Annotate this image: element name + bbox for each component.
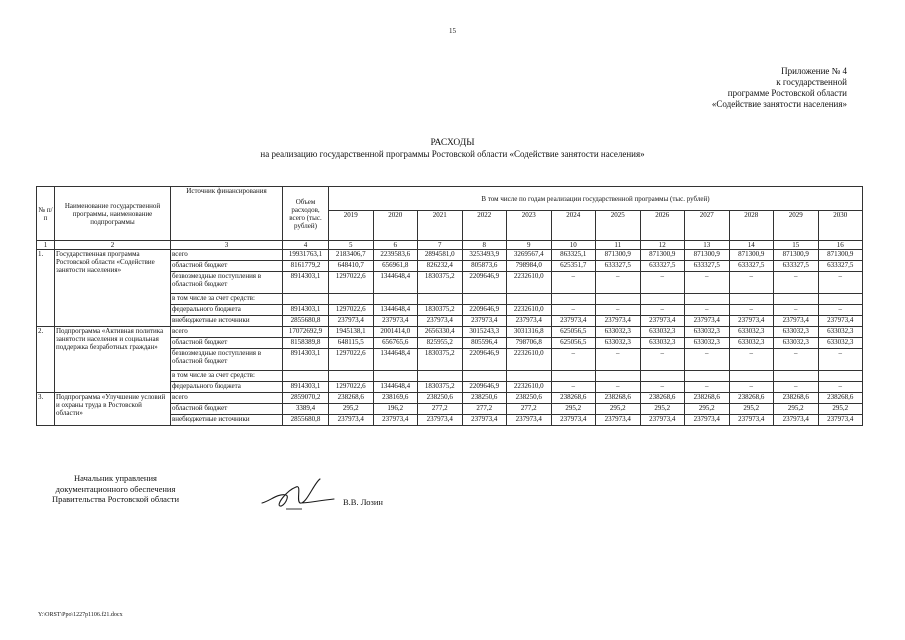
total-value: 8914303,1 (283, 305, 329, 316)
header-year: 2025 (596, 211, 641, 241)
year-value: 237973,4 (685, 415, 730, 426)
year-value (640, 294, 685, 305)
year-value: 633327,5 (685, 261, 730, 272)
year-value: 277,2 (462, 404, 507, 415)
year-value: – (685, 349, 730, 371)
year-value: – (729, 305, 774, 316)
year-value: 2209646,9 (462, 305, 507, 316)
year-value: 633032,3 (685, 338, 730, 349)
header-year: 2023 (507, 211, 552, 241)
document-title (0, 138, 905, 160)
year-value: 825955,2 (418, 338, 463, 349)
expenses-table (36, 186, 863, 426)
year-value: 237973,4 (329, 316, 374, 327)
header-year: 2029 (774, 211, 819, 241)
funding-source: областной бюджет (171, 404, 283, 415)
year-value: 826232,4 (418, 261, 463, 272)
total-value: 2855680,8 (283, 316, 329, 327)
column-index-cell: 10 (551, 241, 596, 250)
year-value: 237973,4 (818, 316, 863, 327)
year-value: 633032,3 (774, 327, 819, 338)
year-value: 1297022,6 (329, 272, 374, 294)
year-value: 238250,6 (462, 393, 507, 404)
total-value: 8914303,1 (283, 382, 329, 393)
year-value: 1344648,4 (373, 382, 418, 393)
annex-line: «Содействие занятости населения» (711, 99, 847, 109)
column-index-cell: 4 (283, 241, 329, 250)
year-value: 633032,3 (774, 338, 819, 349)
funding-source: всего (171, 250, 283, 261)
year-value: – (818, 305, 863, 316)
funding-source: всего (171, 393, 283, 404)
year-value: – (551, 272, 596, 294)
year-value (818, 371, 863, 382)
year-value: – (774, 349, 819, 371)
year-value (774, 294, 819, 305)
year-value: 295,2 (596, 404, 641, 415)
year-value: – (774, 305, 819, 316)
year-value: 2209646,9 (462, 349, 507, 371)
column-index-cell: 5 (329, 241, 374, 250)
year-value: 1830375,2 (418, 305, 463, 316)
year-value: 805596,4 (462, 338, 507, 349)
year-value: 633032,3 (596, 338, 641, 349)
year-value: 238268,6 (685, 393, 730, 404)
year-value: – (640, 382, 685, 393)
total-value: 8161779,2 (283, 261, 329, 272)
funding-source: безвозмездные поступления в областной бюджет (171, 272, 283, 294)
column-index-cell: 1 (37, 241, 55, 250)
year-value: – (774, 272, 819, 294)
section-number: 3. (37, 393, 55, 426)
column-index-cell: 3 (171, 241, 283, 250)
total-value: 17072692,9 (283, 327, 329, 338)
handwritten-signature (256, 473, 346, 515)
year-value: 625056,5 (551, 338, 596, 349)
year-value: 1344648,4 (373, 349, 418, 371)
year-value: 237973,4 (818, 415, 863, 426)
annex-line: программе Ростовской области (727, 88, 847, 98)
annex-line: к государственной (776, 77, 847, 87)
year-value (596, 294, 641, 305)
year-value: 237973,4 (596, 415, 641, 426)
year-value: 2209646,9 (462, 272, 507, 294)
year-value: 295,2 (818, 404, 863, 415)
year-value: 871300,9 (774, 250, 819, 261)
year-value (640, 371, 685, 382)
year-value: 2894581,0 (418, 250, 463, 261)
year-value: 237973,4 (329, 415, 374, 426)
year-value (596, 371, 641, 382)
funding-source: областной бюджет (171, 261, 283, 272)
year-value: – (729, 272, 774, 294)
year-value: 1344648,4 (373, 305, 418, 316)
year-value: 863325,1 (551, 250, 596, 261)
year-value: 295,2 (729, 404, 774, 415)
year-value: 633327,5 (729, 261, 774, 272)
year-value: 633032,3 (685, 327, 730, 338)
year-value: 1297022,6 (329, 305, 374, 316)
total-value: 8914303,1 (283, 272, 329, 294)
funding-source: областной бюджет (171, 338, 283, 349)
year-value: 237973,4 (774, 415, 819, 426)
header-year: 2021 (418, 211, 463, 241)
year-value (462, 294, 507, 305)
year-value: 238268,6 (818, 393, 863, 404)
year-value: 196,2 (373, 404, 418, 415)
year-value: 633327,5 (774, 261, 819, 272)
year-value: 237973,4 (551, 316, 596, 327)
year-value: 871300,9 (596, 250, 641, 261)
year-value: 871300,9 (685, 250, 730, 261)
year-value: 237973,4 (729, 415, 774, 426)
funding-source: федерального бюджета (171, 305, 283, 316)
year-value: 2232610,0 (507, 349, 552, 371)
year-value: – (551, 349, 596, 371)
year-value: – (729, 382, 774, 393)
year-value: 237973,4 (418, 316, 463, 327)
section-name: Государственная программа Ростовской области «Содействие занятости населения» (55, 250, 171, 327)
year-value (507, 371, 552, 382)
year-value (373, 294, 418, 305)
year-value: 295,2 (551, 404, 596, 415)
year-value: 295,2 (640, 404, 685, 415)
total-value: 2859070,2 (283, 393, 329, 404)
header-num: № п/п (37, 187, 55, 241)
year-value: 295,2 (685, 404, 730, 415)
year-value: 1344648,4 (373, 272, 418, 294)
header-source: Источник финансирования (171, 187, 283, 241)
year-value: – (596, 382, 641, 393)
column-index-cell: 9 (507, 241, 552, 250)
year-value: 633032,3 (640, 327, 685, 338)
year-value: – (818, 272, 863, 294)
year-value: 237973,4 (685, 316, 730, 327)
header-total: Объем расходов, всего (тыс. рублей) (283, 187, 329, 241)
year-value: 237973,4 (640, 415, 685, 426)
year-value: 1830375,2 (418, 382, 463, 393)
year-value: 2209646,9 (462, 382, 507, 393)
table-row (37, 250, 863, 261)
year-value: 871300,9 (640, 250, 685, 261)
total-value: 2855680,8 (283, 415, 329, 426)
year-value: – (640, 349, 685, 371)
signatory-title (52, 473, 179, 505)
header-year: 2026 (640, 211, 685, 241)
year-value (551, 294, 596, 305)
year-value: 237973,4 (596, 316, 641, 327)
year-value: 238268,6 (640, 393, 685, 404)
column-index-cell: 12 (640, 241, 685, 250)
year-value (729, 371, 774, 382)
header-year: 2019 (329, 211, 374, 241)
header-year: 2028 (729, 211, 774, 241)
section-number: 1. (37, 250, 55, 327)
funding-source: федерального бюджета (171, 382, 283, 393)
signatory-line: Начальник управления (74, 473, 157, 483)
total-value: 19931763,1 (283, 250, 329, 261)
year-value: 2239583,6 (373, 250, 418, 261)
funding-source: внебюджетные источники (171, 316, 283, 327)
year-value: 295,2 (774, 404, 819, 415)
year-value: 237973,4 (373, 415, 418, 426)
year-value: – (818, 349, 863, 371)
year-value: 2183406,7 (329, 250, 374, 261)
year-value: 633032,3 (729, 338, 774, 349)
year-value (685, 294, 730, 305)
year-value: 238268,6 (596, 393, 641, 404)
year-value (418, 371, 463, 382)
year-value: 798706,8 (507, 338, 552, 349)
year-value (507, 294, 552, 305)
column-index-row (37, 241, 863, 250)
signatory-line: документационного обеспечения (55, 483, 176, 494)
column-index-cell: 2 (55, 241, 171, 250)
year-value: 237973,4 (507, 316, 552, 327)
year-value: 3031316,8 (507, 327, 552, 338)
year-value: – (551, 382, 596, 393)
year-value: – (685, 305, 730, 316)
header-year: 2020 (373, 211, 418, 241)
year-value: 277,2 (418, 404, 463, 415)
column-index-cell: 15 (774, 241, 819, 250)
year-value: 2656330,4 (418, 327, 463, 338)
year-value: 238169,6 (373, 393, 418, 404)
year-value: 237973,4 (462, 316, 507, 327)
annex-line: Приложение № 4 (781, 66, 847, 76)
year-value: 238268,6 (729, 393, 774, 404)
year-value: 648115,5 (329, 338, 374, 349)
title-main: РАСХОДЫ (430, 138, 475, 148)
year-value (774, 371, 819, 382)
year-value (551, 371, 596, 382)
year-value: 625056,5 (551, 327, 596, 338)
header-name: Наименование государственной программы, наименование подпрограммы (55, 187, 171, 241)
year-value: 1297022,6 (329, 349, 374, 371)
column-index-cell: 14 (729, 241, 774, 250)
total-value (283, 294, 329, 305)
year-value: 1945138,1 (329, 327, 374, 338)
year-value: 1830375,2 (418, 349, 463, 371)
year-value: 805873,6 (462, 261, 507, 272)
year-value: 871300,9 (729, 250, 774, 261)
table-row (37, 327, 863, 338)
year-value: 871300,9 (818, 250, 863, 261)
title-subtitle: на реализацию государственной программы Ростовской области «Содействие занятости населения» (260, 149, 645, 159)
column-index-cell: 16 (818, 241, 863, 250)
header-year: 2027 (685, 211, 730, 241)
year-value: 237973,4 (418, 415, 463, 426)
year-value: 237973,4 (729, 316, 774, 327)
year-value: 237973,4 (507, 415, 552, 426)
year-value: 237973,4 (551, 415, 596, 426)
year-value: 237973,4 (640, 316, 685, 327)
year-value: – (685, 382, 730, 393)
funding-source: всего (171, 327, 283, 338)
page-number: 15 (449, 27, 456, 35)
year-value (729, 294, 774, 305)
year-value: – (818, 382, 863, 393)
year-value: 633032,3 (596, 327, 641, 338)
year-value (329, 371, 374, 382)
year-value: 295,2 (329, 404, 374, 415)
column-index-cell: 11 (596, 241, 641, 250)
total-value: 8158389,8 (283, 338, 329, 349)
funding-source: безвозмездные поступления в областной бюджет (171, 349, 283, 371)
signatory-name: В.В. Лозин (343, 497, 383, 507)
year-value (462, 371, 507, 382)
year-value: – (774, 382, 819, 393)
year-value: 238250,6 (507, 393, 552, 404)
total-value (283, 371, 329, 382)
year-value: 238268,6 (774, 393, 819, 404)
year-value (818, 294, 863, 305)
header-year: 2024 (551, 211, 596, 241)
year-value (418, 294, 463, 305)
section-number: 2. (37, 327, 55, 393)
header-year: 2030 (818, 211, 863, 241)
year-value (685, 371, 730, 382)
funding-source: внебюджетные источники (171, 415, 283, 426)
year-value: 633327,5 (640, 261, 685, 272)
year-value: 2232610,0 (507, 305, 552, 316)
year-value: 238268,6 (551, 393, 596, 404)
year-value: – (640, 305, 685, 316)
column-index-cell: 13 (685, 241, 730, 250)
year-value (329, 294, 374, 305)
section-name: Подпрограмма «Улучшение условий и охраны труда в Ростовской области» (55, 393, 171, 426)
column-index-cell: 7 (418, 241, 463, 250)
year-value: 633327,5 (596, 261, 641, 272)
year-value: 633032,3 (818, 327, 863, 338)
column-index-cell: 8 (462, 241, 507, 250)
year-value: 237973,4 (373, 316, 418, 327)
year-value: – (596, 349, 641, 371)
year-value: 238268,6 (329, 393, 374, 404)
year-value: 237973,4 (462, 415, 507, 426)
column-index-cell: 6 (373, 241, 418, 250)
total-value: 8914303,1 (283, 349, 329, 371)
annex-block (712, 66, 847, 110)
table-row (37, 393, 863, 404)
year-value: 633032,3 (640, 338, 685, 349)
file-path: Y:\ORST\Ppo\1227p1106.f21.docx (38, 612, 123, 618)
year-value: – (640, 272, 685, 294)
year-value: – (551, 305, 596, 316)
funding-source: в том числе за счет средств: (171, 294, 283, 305)
year-value: 633032,3 (729, 327, 774, 338)
year-value: 3015243,3 (462, 327, 507, 338)
header-years-caption: В том числе по годам реализации государственной программы (тыс. рублей) (329, 187, 863, 211)
year-value: 1297022,6 (329, 382, 374, 393)
year-value: 656765,6 (373, 338, 418, 349)
year-value (373, 371, 418, 382)
year-value: 633032,3 (818, 338, 863, 349)
section-name: Подпрограмма «Активная политика занятости населения и социальная поддержка безработных граждан» (55, 327, 171, 393)
year-value: 648410,7 (329, 261, 374, 272)
year-value: 798984,0 (507, 261, 552, 272)
year-value: 238250,6 (418, 393, 463, 404)
year-value: 3269567,4 (507, 250, 552, 261)
year-value: 237973,4 (774, 316, 819, 327)
signatory-line: Правительства Ростовской области (52, 494, 179, 504)
year-value: – (596, 272, 641, 294)
funding-source: в том числе за счет средств: (171, 371, 283, 382)
year-value: – (729, 349, 774, 371)
year-value: 1830375,2 (418, 272, 463, 294)
header-year: 2022 (462, 211, 507, 241)
year-value: 633327,5 (818, 261, 863, 272)
year-value: – (596, 305, 641, 316)
year-value: 277,2 (507, 404, 552, 415)
year-value: 2232610,0 (507, 272, 552, 294)
year-value: 2001414,0 (373, 327, 418, 338)
year-value: 625351,7 (551, 261, 596, 272)
year-value: – (685, 272, 730, 294)
year-value: 656961,8 (373, 261, 418, 272)
year-value: 2232610,0 (507, 382, 552, 393)
year-value: 3253493,9 (462, 250, 507, 261)
total-value: 3389,4 (283, 404, 329, 415)
